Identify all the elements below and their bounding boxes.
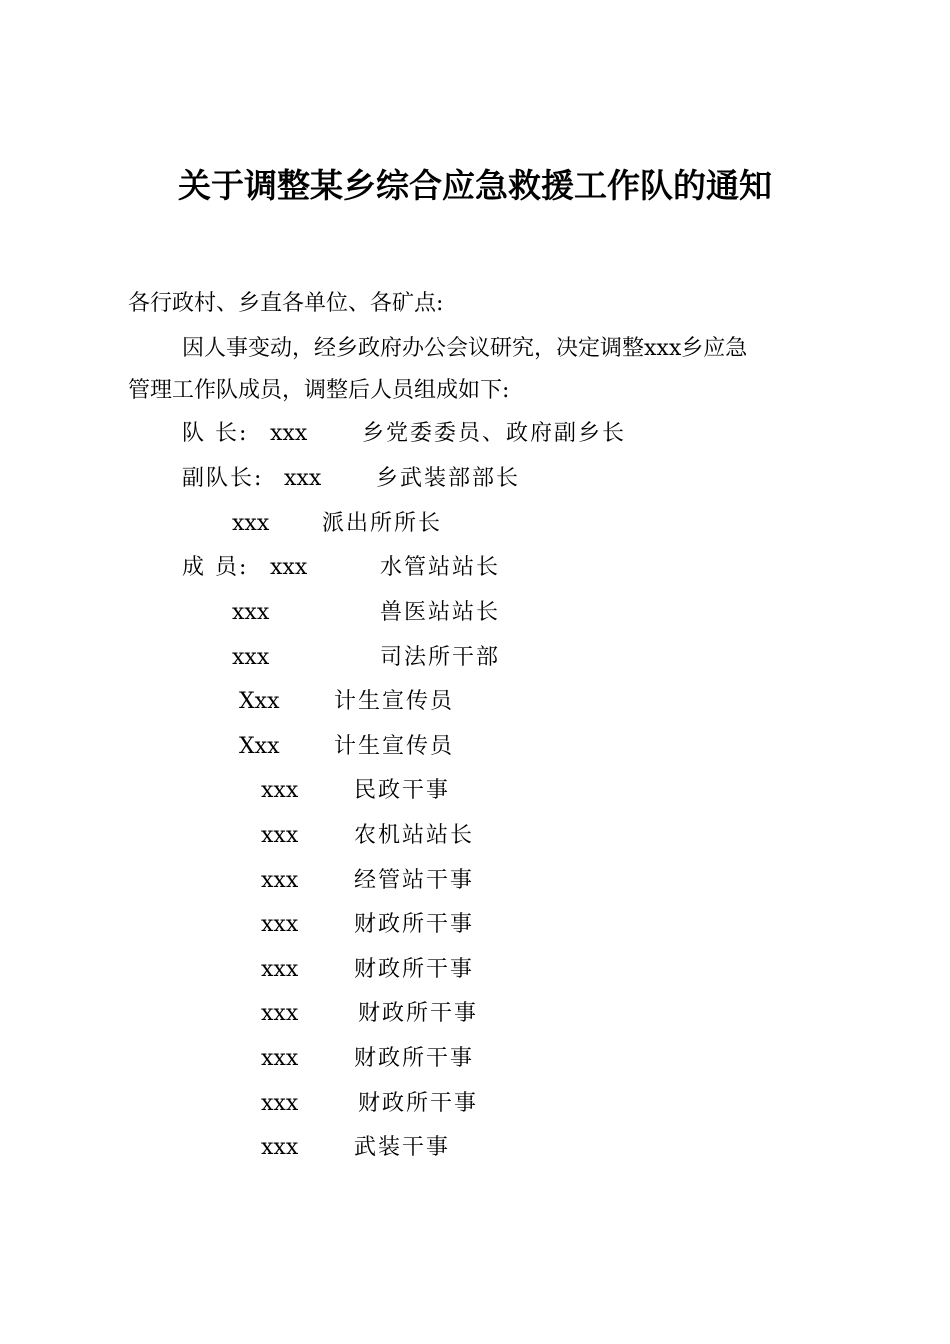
salutation: 各行政村、乡直各单位、各矿点: <box>128 291 444 316</box>
roster-role: 司法所干部 <box>380 645 501 670</box>
roster-label-leader: 队 长: <box>182 421 249 446</box>
roster-role: 兽医站站长 <box>380 600 501 625</box>
roster-name: xxx <box>232 511 270 536</box>
body-line-1: 因人事变动，经乡政府办公会议研究，决定调整xxx乡应急 <box>182 336 748 361</box>
roster-role: 计生宣传员 <box>334 689 455 714</box>
roster-name: xxx <box>261 1046 299 1071</box>
roster-name: xxx <box>284 466 322 491</box>
roster-name: Xxx <box>239 689 280 714</box>
roster-role: 农机站站长 <box>354 823 475 848</box>
roster-name: xxx <box>232 600 270 625</box>
roster-name: xxx <box>270 555 308 580</box>
document-title: 关于调整某乡综合应急救援工作队的通知 <box>178 166 772 205</box>
roster-name: xxx <box>261 1001 299 1026</box>
roster-name: xxx <box>261 778 299 803</box>
roster-name: xxx <box>261 868 299 893</box>
roster-name: xxx <box>232 645 270 670</box>
roster-role: 计生宣传员 <box>334 734 455 759</box>
roster-role: 水管站站长 <box>380 555 501 580</box>
roster-role: 乡党委委员、政府副乡长 <box>362 421 627 446</box>
roster-role: 经管站干事 <box>354 868 475 893</box>
roster-role: 乡武装部部长 <box>376 466 521 491</box>
roster-name: Xxx <box>239 734 280 759</box>
roster-role: 财政所干事 <box>358 1001 479 1026</box>
roster-role: 武装干事 <box>354 1135 451 1160</box>
roster-name: xxx <box>261 1135 299 1160</box>
roster-role: 财政所干事 <box>354 912 475 937</box>
roster-name: xxx <box>261 957 299 982</box>
body-line-2: 管理工作队成员，调整后人员组成如下: <box>128 378 510 403</box>
roster-name: xxx <box>261 1091 299 1116</box>
roster-role: 派出所所长 <box>322 511 443 536</box>
roster-role: 财政所干事 <box>358 1091 479 1116</box>
roster-label-members: 成 员: <box>182 555 249 580</box>
roster-role: 财政所干事 <box>354 957 475 982</box>
roster-label-deputy: 副队长: <box>182 466 264 491</box>
roster-name: xxx <box>270 421 308 446</box>
roster-role: 民政干事 <box>354 778 451 803</box>
roster-role: 财政所干事 <box>354 1046 475 1071</box>
roster-name: xxx <box>261 912 299 937</box>
roster-name: xxx <box>261 823 299 848</box>
